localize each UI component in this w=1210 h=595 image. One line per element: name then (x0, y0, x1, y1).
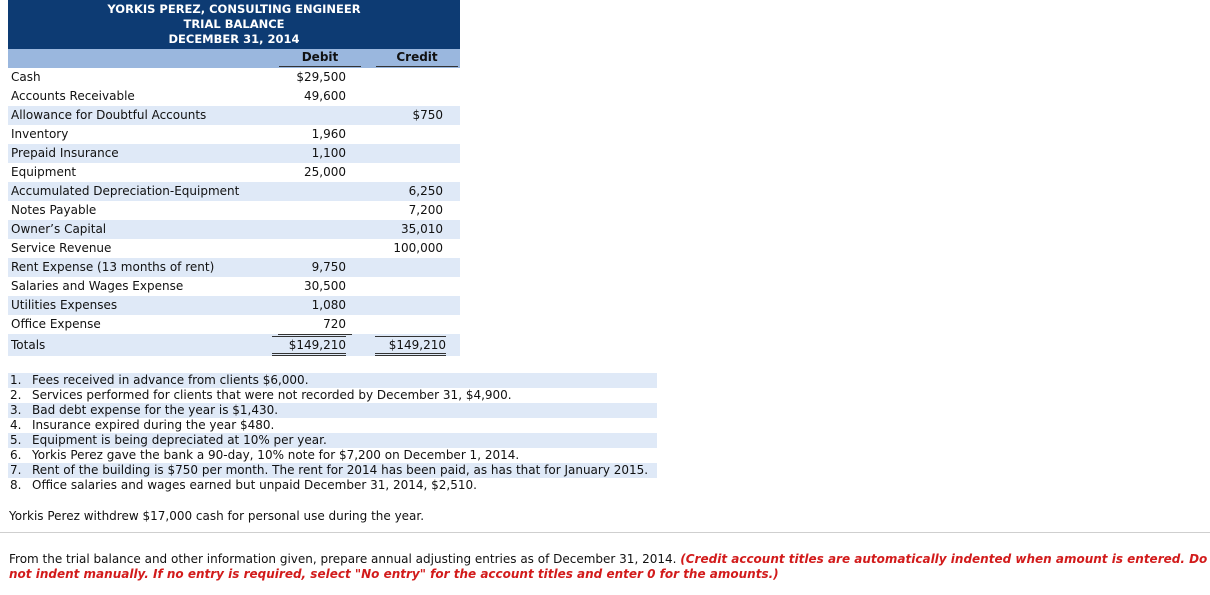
note-text: Office salaries and wages earned but unpaid December 31, 2014, $2,510. (32, 478, 477, 492)
adjustment-notes-list (8, 373, 657, 493)
account-name: Inventory (11, 127, 69, 141)
list-item (8, 463, 657, 478)
note-number: 8. (10, 478, 22, 492)
note-text: Yorkis Perez gave the bank a 90-day, 10% note for $7,200 on December 1, 2014. (32, 448, 520, 462)
account-name: Owner’s Capital (11, 222, 107, 236)
credit-amount: 6,250 (408, 184, 443, 198)
withdrawal-note: Yorkis Perez withdrew $17,000 cash for personal use during the year. (9, 509, 425, 523)
note-text: Insurance expired during the year $480. (32, 418, 275, 432)
table-row (8, 163, 460, 182)
table-row (8, 68, 460, 87)
table-row (8, 182, 460, 201)
table-row (8, 277, 460, 296)
list-item (8, 373, 657, 388)
table-row (8, 106, 460, 125)
credit-column-header: Credit (396, 50, 438, 64)
note-text: Services performed for clients that were not recorded by December 31, $4,900. (32, 388, 512, 402)
debit-total: $149,210 (272, 336, 346, 356)
table-row (8, 239, 460, 258)
note-number: 4. (10, 418, 22, 432)
section-divider (0, 532, 1210, 533)
table-row (8, 125, 460, 144)
table-row (8, 258, 460, 277)
debit-amount: 30,500 (304, 279, 346, 293)
note-number: 7. (10, 463, 22, 477)
instructions-main: From the trial balance and other information given, prepare annual adjusting entries as of December 31, 2014. (9, 552, 677, 566)
list-item (8, 418, 657, 433)
credit-header-underline (376, 66, 458, 67)
debit-amount: 25,000 (304, 165, 346, 179)
debit-amount: 1,100 (311, 146, 346, 160)
note-text: Rent of the building is $750 per month. The rent for 2014 has been paid, as has that for January 2015. (32, 463, 649, 477)
debit-amount: 1,960 (311, 127, 346, 141)
debit-amount: 720 (323, 317, 346, 331)
debit-header-underline (279, 66, 361, 67)
statement-date: DECEMBER 31, 2014 (168, 32, 300, 46)
table-row (8, 220, 460, 239)
table-row (8, 296, 460, 315)
account-name: Accumulated Depreciation-Equipment (11, 184, 240, 198)
debit-amount: 1,080 (311, 298, 346, 312)
credit-amount: $750 (412, 108, 443, 122)
table-row (8, 144, 460, 163)
note-number: 5. (10, 433, 22, 447)
credit-total: $149,210 (375, 336, 446, 356)
table-row (8, 315, 460, 334)
note-number: 2. (10, 388, 22, 402)
statement-title: TRIAL BALANCE (183, 17, 285, 31)
note-number: 1. (10, 373, 22, 387)
account-name: Prepaid Insurance (11, 146, 119, 160)
credit-amount: 100,000 (393, 241, 443, 255)
note-number: 3. (10, 403, 22, 417)
debit-amount: 9,750 (311, 260, 346, 274)
note-text: Fees received in advance from clients $6,000. (32, 373, 309, 387)
credit-amount: 35,010 (401, 222, 443, 236)
account-name: Equipment (11, 165, 77, 179)
list-item (8, 448, 657, 463)
instructions (9, 552, 1209, 582)
note-text: Equipment is being depreciated at 10% per year. (32, 433, 327, 447)
account-name: Notes Payable (11, 203, 97, 217)
totals-row (8, 334, 460, 356)
account-name: Utilities Expenses (11, 298, 118, 312)
company-name: YORKIS PEREZ, CONSULTING ENGINEER (107, 2, 361, 16)
debit-amount: 49,600 (304, 89, 346, 103)
list-item (8, 403, 657, 418)
trial-balance-table (8, 68, 460, 356)
note-text: Bad debt expense for the year is $1,430. (32, 403, 279, 417)
column-headers (8, 49, 460, 68)
debit-amount: $29,500 (296, 70, 346, 84)
account-name: Allowance for Doubtful Accounts (11, 108, 207, 122)
table-row (8, 87, 460, 106)
table-row (8, 201, 460, 220)
account-name: Accounts Receivable (11, 89, 135, 103)
list-item (8, 478, 657, 493)
trial-balance-header (8, 0, 460, 49)
totals-label: Totals (11, 338, 46, 352)
instructions-emphasis: (Credit account titles are automatically indented when amount is entered. Do not indent manually. If no entry is required, select "No entry" for the account titles and enter 0 for the amounts.) (9, 552, 1208, 581)
account-name: Office Expense (11, 317, 101, 331)
debit-column-header: Debit (301, 50, 339, 64)
credit-amount: 7,200 (408, 203, 443, 217)
account-name: Service Revenue (11, 241, 112, 255)
note-number: 6. (10, 448, 22, 462)
list-item (8, 433, 657, 448)
account-name: Rent Expense (13 months of rent) (11, 260, 215, 274)
additional-information (8, 373, 657, 493)
account-name: Salaries and Wages Expense (11, 279, 184, 293)
debit-total-rule (278, 334, 352, 335)
list-item (8, 388, 657, 403)
account-name: Cash (11, 70, 41, 84)
